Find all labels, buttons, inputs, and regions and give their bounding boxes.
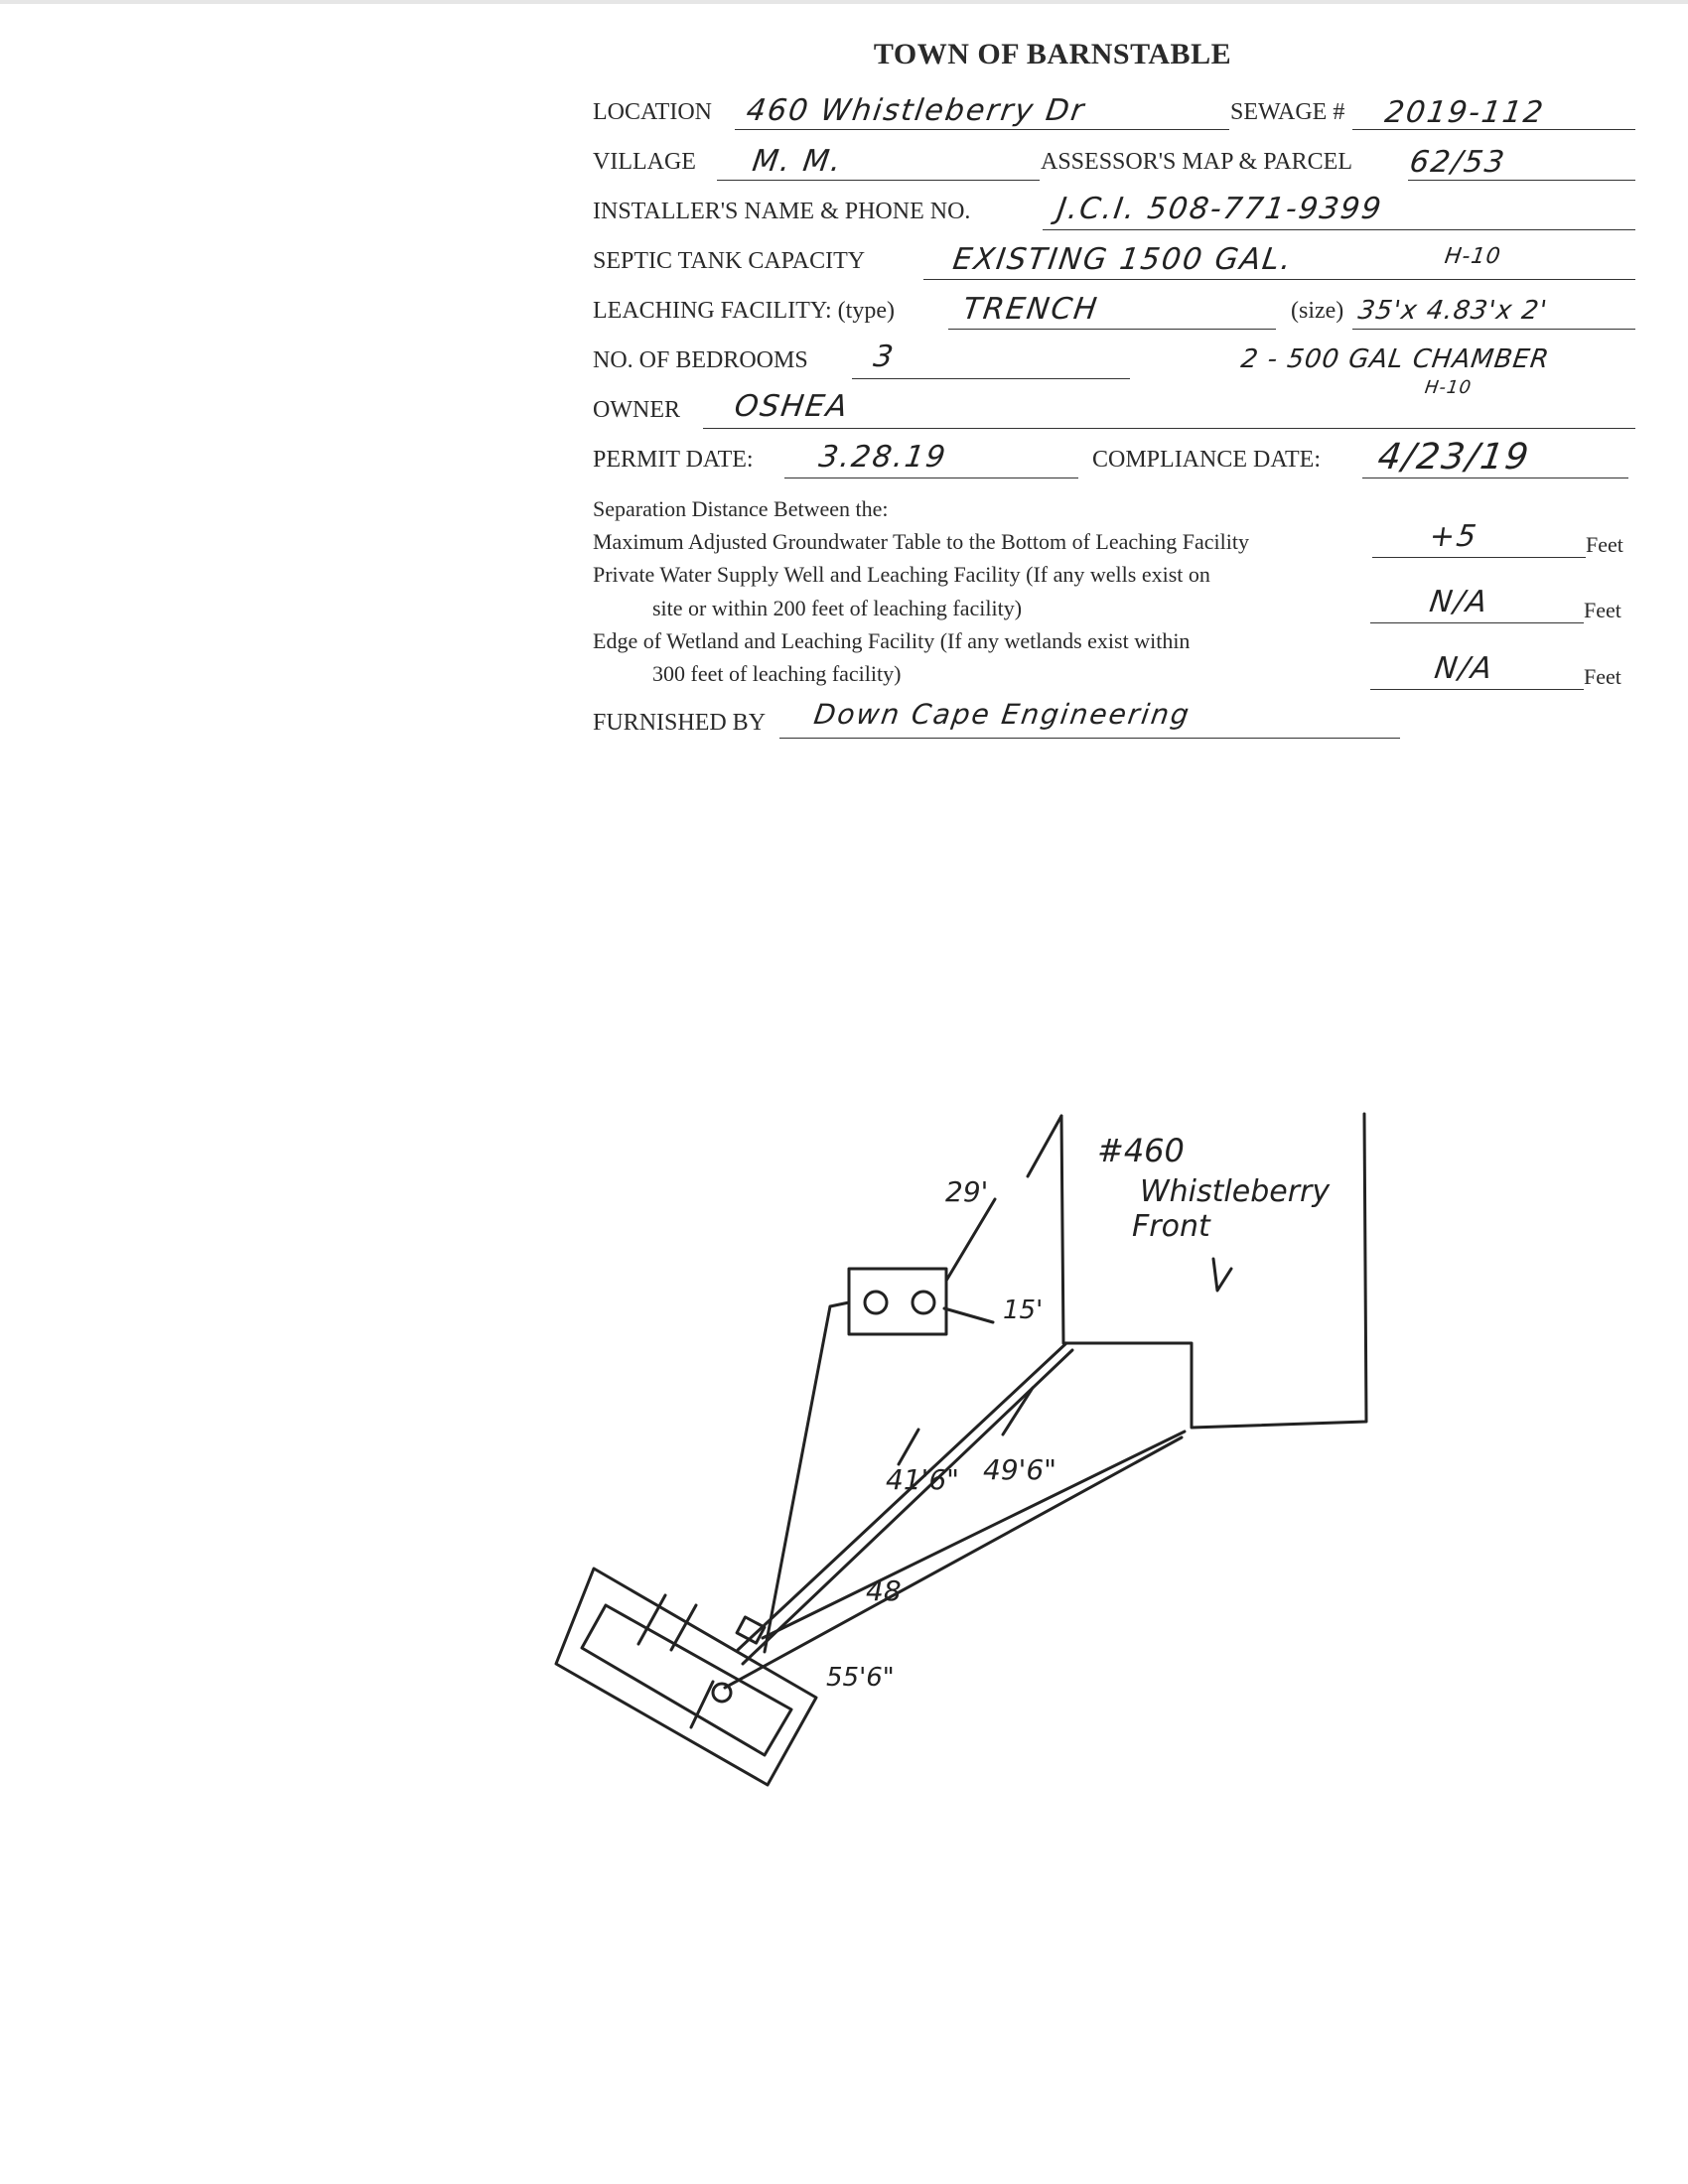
tank-to-field-line [765, 1302, 849, 1652]
owner-value: OSHEA [732, 389, 852, 424]
groundwater-feet: Feet [1586, 532, 1623, 557]
size-value: 35'x 4.83'x 2' [1355, 296, 1550, 326]
tank-port-2 [913, 1292, 934, 1313]
dimension-d1: 29' [945, 1175, 989, 1208]
tank-to-house-line [946, 1199, 995, 1281]
location-label: LOCATION [593, 99, 712, 125]
dim-line-d5 [763, 1432, 1185, 1638]
chamber-sub-note: H-10 [1423, 377, 1474, 398]
well-feet: Feet [1584, 598, 1621, 622]
dim-tick-d3 [899, 1430, 918, 1464]
leaching-divider-2 [691, 1682, 713, 1727]
septic-label: SEPTIC TANK CAPACITY [593, 248, 866, 274]
house-number-label: #460 [1097, 1132, 1185, 1169]
assessor-value: 62/53 [1407, 145, 1508, 180]
form-title: TOWN OF BARNSTABLE [873, 38, 1232, 70]
installer-value: J.C.I. 508-771-9399 [1055, 192, 1385, 226]
house-roof-line [1028, 1116, 1061, 1176]
wetland-value: N/A [1432, 651, 1496, 686]
leaching-type-value: TRENCH [960, 292, 1101, 327]
location-value: 460 Whistleberry Dr [744, 93, 1088, 128]
leaching-type-label: LEACHING FACILITY: (type) [593, 298, 895, 324]
village-value: M. M. [750, 144, 845, 179]
front-arrow-icon [1213, 1259, 1231, 1291]
groundwater-label: Maximum Adjusted Groundwater Table to the Bottom of Leaching Facility [593, 529, 1249, 554]
furnished-by-label: FURNISHED BY [593, 710, 767, 736]
wetland-feet: Feet [1584, 664, 1621, 689]
sewage-label: SEWAGE # [1230, 99, 1345, 125]
installer-label: INSTALLER'S NAME & PHONE NO. [593, 199, 971, 224]
assessor-label: ASSESSOR'S MAP & PARCEL [1041, 149, 1353, 175]
front-label: Front [1132, 1209, 1210, 1244]
compliance-date-value: 4/23/19 [1375, 437, 1533, 478]
dimension-d6: 55'6" [826, 1663, 895, 1693]
chamber-note: 2 - 500 GAL CHAMBER [1238, 344, 1552, 374]
owner-label: OWNER [593, 397, 680, 423]
septic-note: H-10 [1443, 244, 1503, 269]
dimension-d3: 41'6" [886, 1463, 960, 1496]
leaching-field-outer [556, 1569, 816, 1785]
bedrooms-label: NO. OF BEDROOMS [593, 347, 808, 373]
leaching-divider-3 [671, 1605, 696, 1650]
tank-dim-line [944, 1308, 993, 1322]
furnished-by-value: Down Cape Engineering [811, 698, 1194, 731]
separation-heading: Separation Distance Between the: [593, 496, 889, 521]
sewage-value: 2019-112 [1382, 95, 1547, 130]
septic-value: EXISTING 1500 GAL. [950, 242, 1296, 277]
size-label: (size) [1291, 298, 1344, 324]
bedrooms-value: 3 [871, 340, 898, 374]
dimension-d2: 15' [1003, 1296, 1044, 1325]
dim-line-d3 [738, 1343, 1066, 1650]
well-value: N/A [1427, 585, 1491, 619]
village-label: VILLAGE [593, 149, 696, 175]
well-label-1: Private Water Supply Well and Leaching Facility (If any wells exist on [593, 562, 1210, 587]
well-label-2: site or within 200 feet of leaching facility) [652, 596, 1023, 620]
permit-date-value: 3.28.19 [816, 440, 949, 475]
permit-date-label: PERMIT DATE: [593, 447, 754, 473]
tank-port-1 [865, 1292, 887, 1313]
wetland-label-2: 300 feet of leaching facility) [652, 661, 902, 686]
groundwater-value: +5 [1427, 519, 1480, 554]
street-label: Whistleberry [1140, 1174, 1331, 1209]
wetland-label-1: Edge of Wetland and Leaching Facility (If any wetlands exist within [593, 628, 1191, 653]
compliance-date-label: COMPLIANCE DATE: [1092, 447, 1322, 473]
dimension-d4: 49'6" [983, 1453, 1057, 1486]
dimension-d5: 48 [866, 1574, 902, 1607]
